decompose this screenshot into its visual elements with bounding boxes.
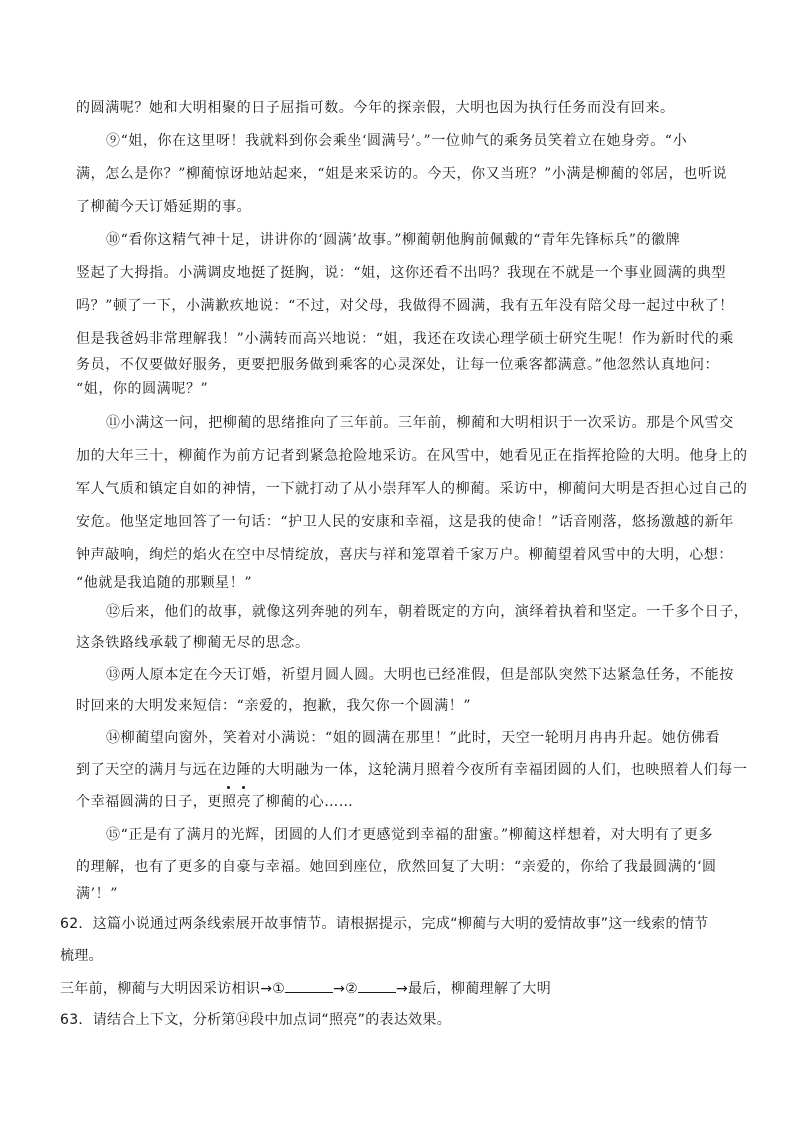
paragraph-14-line: 到了天空的满月与远在边陲的大明融为一体，这轮满月照着今夜所有幸福团圆的人们，也映照着人们每一	[76, 762, 748, 778]
question-62: 62．这篇小说通过两条线索展开故事情节。请根据提示，完成“柳蔺与大明的爱情故事”这一线索的情节	[60, 916, 709, 932]
paragraph-15-line: 满’！”	[76, 886, 119, 902]
paragraph-9-line: 了柳蔺今天订婚延期的事。	[76, 199, 252, 215]
emphasis-dot	[227, 786, 230, 789]
answer-blank-2[interactable]	[358, 978, 396, 993]
emphasized-word-text: 照亮	[222, 794, 252, 810]
paragraph-11-line: ⑪小满这一问，把柳蔺的思绪推向了三年前。三年前，柳蔺和大明相识于一次采访。那是个风雪交	[106, 415, 734, 431]
paragraph-14-text: 了柳蔺的心……	[251, 794, 354, 810]
answer-blank-1[interactable]	[285, 978, 333, 993]
paragraph-10-line: 但是我爸妈非常理解我！”小满转而高兴地说：“姐，我还在攻读心理学硕士研究生呢！作为新时代的乘	[76, 331, 734, 347]
paragraph-15-line: ⑮“正是有了满月的光辉，团圆的人们才更感觉到幸福的甜蜜。”柳蔺这样想着，对大明有了更多	[106, 827, 714, 843]
question-62-continued: 梳理。	[60, 948, 103, 964]
paragraph-12-line: 这条铁路线承载了柳蔺无尽的思念。	[76, 635, 310, 651]
paragraph-11-line: 安危。他坚定地回答了一句话：“护卫人民的安康和幸福，这是我的使命！”话音刚落，悠扬激越的新年	[76, 514, 734, 530]
flow-end-text: →最后，柳蔺理解了大明	[395, 981, 552, 997]
paragraph-13-line: 时回来的大明发来短信：“亲爱的，抱歉，我欠你一个圆满！”	[76, 698, 472, 714]
paragraph-10-line: ⑩“看你这精气神十足，讲讲你的‘圆满’故事。”柳蔺朝他胸前佩戴的“青年先锋标兵”的徽牌	[106, 232, 681, 248]
paragraph-10-line: 务员，不仅要做好服务，更要把服务做到乘客的心灵深处，让每一位乘客都满意。”他忽然认真地问：	[76, 357, 720, 373]
flow-mid-text: →②	[333, 981, 358, 997]
paragraph-11-line: “他就是我追随的那颗星！”	[76, 575, 253, 591]
paragraph-14-line: ⑭柳蔺望向窗外，笑着对小满说：“姐的圆满在那里！”此时，天空一轮明月冉冉升起。她仿佛看	[106, 730, 721, 746]
paragraph-11-line: 钟声敲响，绚烂的焰火在空中尽情绽放，喜庆与祥和笼罩着千家万户。柳蔺望着风雪中的大明，心想：	[76, 547, 733, 563]
paragraph-10-line: “姐，你的圆满呢？”	[76, 381, 209, 397]
paragraph-13-line: ⑬两人原本定在今天订婚，祈望月圆人圆。大明也已经准假，但是部队突然下达紧急任务，不能按	[106, 667, 734, 683]
paragraph-10-line: 吗？”顿了一下，小满歉疚地说：“不过，对父母，我做得不圆满，我有五年没有陪父母一起过中秋了！	[76, 298, 734, 314]
flow-start-text: 三年前，柳蔺与大明因采访相识→①	[60, 981, 286, 997]
emphasized-word	[222, 792, 251, 812]
paragraph-11-line: 加的大年三十，柳蔺作为前方记者到紧急抢险地采访。在风雪中，她看见正在指挥抢险的大明。他身上的	[76, 448, 748, 464]
paragraph-14-line	[76, 792, 724, 812]
paragraph-15-line: 的理解，也有了更多的自豪与幸福。她回到座位，欣然回复了大明：“亲爱的，你给了我最圆满的‘圆	[76, 859, 717, 875]
paragraph-9-line: ⑨“姐，你在这里呀！我就料到你会乘坐‘圆满号’。”一位帅气的乘务员笑着立在她身旁。“小	[106, 133, 688, 149]
paragraph-14-text: 个幸福圆满的日子，更	[76, 794, 222, 810]
question-62-flow	[60, 978, 740, 999]
paragraph-9-line: 满，怎么是你？”柳蔺惊讶地站起来，“姐是来采访的。今天，你又当班？”小满是柳蔺的邻居，也听说	[76, 166, 728, 182]
paragraph-10-line: 竖起了大拇指。小满调皮地挺了挺胸，说：“姐，这你还看不出吗？我现在不就是一个事业圆满的典型	[76, 265, 727, 281]
paragraph-12-line: ⑫后来，他们的故事，就像这列奔驰的列车，朝着既定的方向，演绎着执着和坚定。一千多个日子，	[106, 604, 749, 620]
text-line: 的圆满呢？她和大明相聚的日子屈指可数。今年的探亲假，大明也因为执行任务而没有回来。	[76, 100, 675, 116]
paragraph-11-line: 军人气质和镇定自如的神情，一下就打动了从小崇拜军人的柳蔺。采访中，柳蔺问大明是否担心过自己的	[76, 481, 748, 497]
question-63: 63．请结合上下文，分析第⑭段中加点词“照亮”的表达效果。	[60, 1012, 452, 1028]
emphasis-dot	[242, 786, 245, 789]
